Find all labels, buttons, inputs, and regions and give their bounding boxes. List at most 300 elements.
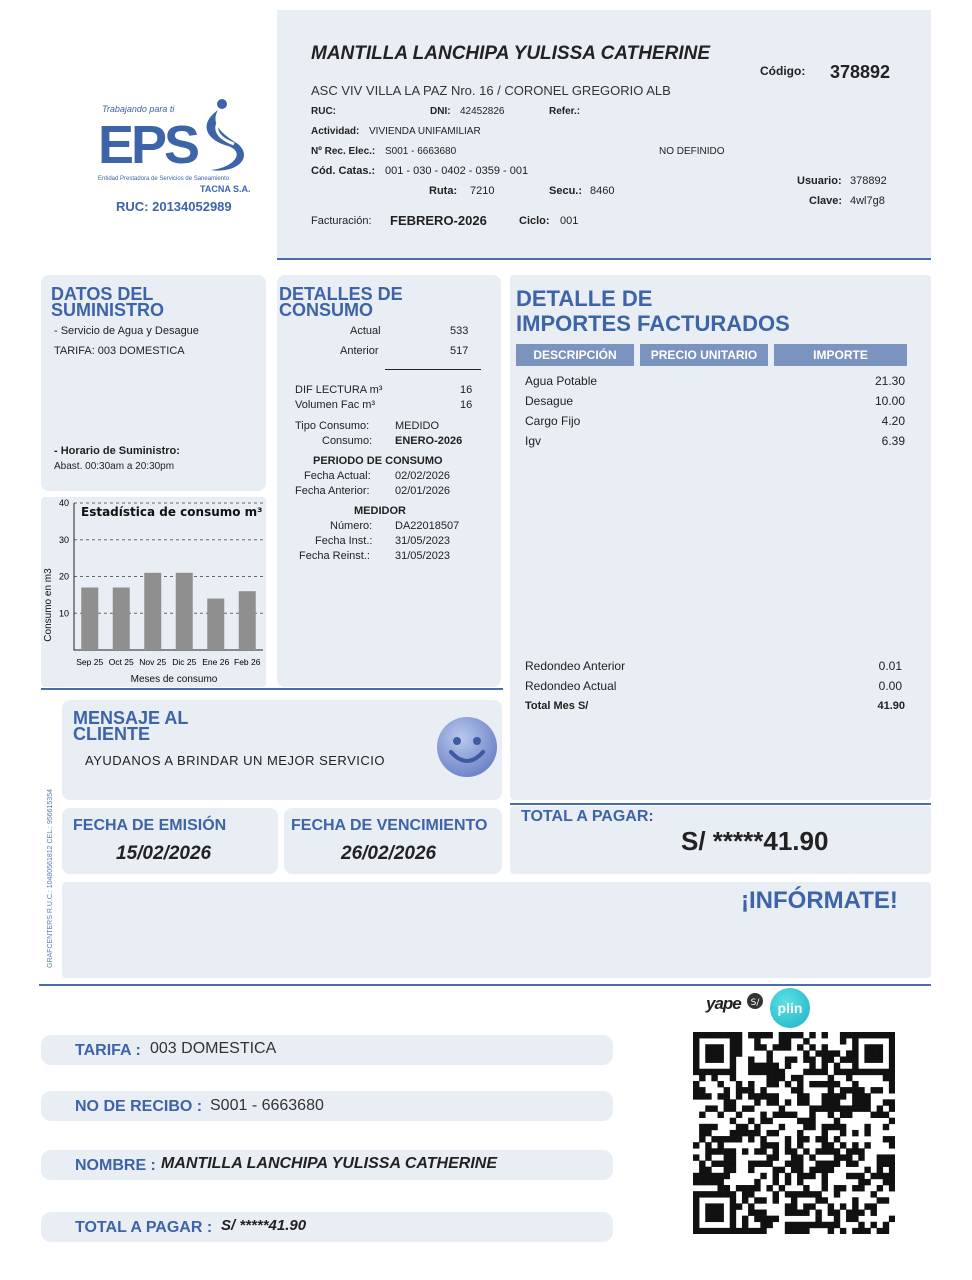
qr-module: [846, 1105, 852, 1111]
qr-module: [809, 1191, 815, 1197]
numero-label: Número:: [330, 520, 373, 532]
qr-module: [803, 1118, 809, 1124]
qr-module: [736, 1124, 742, 1130]
qr-module: [736, 1032, 742, 1038]
qr-module: [864, 1105, 870, 1111]
qr-module: [889, 1185, 895, 1191]
qr-module: [877, 1056, 883, 1062]
chart-bars: [81, 573, 256, 650]
qr-module: [822, 1142, 828, 1148]
qr-module: [852, 1203, 858, 1209]
qr-module: [828, 1056, 834, 1062]
qr-module: [828, 1124, 834, 1130]
qr-module: [852, 1050, 858, 1056]
inst-label: Fecha Inst.:: [315, 535, 373, 547]
reinst-label: Fecha Reinst.:: [299, 550, 370, 562]
qr-module: [840, 1130, 846, 1136]
chart-bar: [207, 599, 224, 650]
qr-module: [730, 1136, 736, 1142]
total-mes-value: 41.90: [877, 700, 905, 712]
qr-module: [693, 1032, 699, 1038]
chart-bar: [144, 573, 161, 650]
footer-recibo-value: S001 - 6663680: [210, 1097, 324, 1114]
yape-logo: yape S/: [706, 992, 762, 1018]
qr-module: [730, 1191, 736, 1197]
svg-text:S/: S/: [750, 998, 760, 1008]
qr-module: [858, 1210, 864, 1216]
qr-module: [730, 1075, 736, 1081]
qr-module: [834, 1105, 840, 1111]
footer-nombre-value: MANTILLA LANCHIPA YULISSA CATHERINE: [161, 1155, 497, 1172]
qr-module: [742, 1228, 748, 1234]
qr-module: [797, 1099, 803, 1105]
qr-module: [717, 1161, 723, 1167]
qr-module: [693, 1056, 699, 1062]
mensaje-title-1: MENSAJE AL: [73, 708, 189, 728]
ciclo-label: Ciclo:: [519, 215, 550, 227]
qr-module: [717, 1148, 723, 1154]
qr-module: [864, 1093, 870, 1099]
qr-module: [779, 1105, 785, 1111]
qr-module: [809, 1056, 815, 1062]
qr-module: [748, 1167, 754, 1173]
qr-module: [864, 1044, 870, 1050]
chart-x-tick-label: Nov 25: [139, 657, 167, 667]
qr-module: [809, 1173, 815, 1179]
qr-module: [748, 1032, 754, 1038]
usuario-value: 378892: [850, 175, 887, 187]
qr-module: [877, 1112, 883, 1118]
actividad-value: VIVIENDA UNIFAMILIAR: [369, 126, 481, 137]
qr-module: [693, 1044, 699, 1050]
qr-module: [779, 1044, 785, 1050]
qr-module: [803, 1099, 809, 1105]
qr-module: [889, 1154, 895, 1160]
item-importe: 6.39: [881, 434, 905, 448]
qr-module: [846, 1173, 852, 1179]
qr-module: [822, 1130, 828, 1136]
redondeo-anterior-label: Redondeo Anterior: [525, 659, 626, 673]
qr-module: [705, 1130, 711, 1136]
qr-module: [748, 1228, 754, 1234]
vol-value: 16: [460, 399, 473, 411]
qr-module: [834, 1148, 840, 1154]
qr-module: [717, 1210, 723, 1216]
item-desc: Agua Potable: [525, 374, 598, 388]
col-header-precio: PRECIO UNITARIO: [640, 344, 768, 366]
qr-module: [779, 1124, 785, 1130]
qr-module: [815, 1081, 821, 1087]
chart-x-tick-label: Sep 25: [76, 657, 104, 667]
informate-heading: ¡INFÓRMATE!: [741, 887, 898, 914]
qr-module: [693, 1093, 699, 1099]
no-definido: NO DEFINIDO: [659, 146, 725, 157]
qr-module: [766, 1130, 772, 1136]
qr-module: [717, 1179, 723, 1185]
qr-module: [742, 1222, 748, 1228]
horario-value: Abast. 00:30am a 20:30pm: [54, 461, 175, 472]
qr-module: [705, 1032, 711, 1038]
qr-module: [852, 1038, 858, 1044]
qr-module: [852, 1185, 858, 1191]
qr-module: [822, 1032, 828, 1038]
qr-module: [815, 1191, 821, 1197]
qr-module: [840, 1112, 846, 1118]
qr-module: [773, 1142, 779, 1148]
qr-module: [730, 1118, 736, 1124]
mensaje-title-2: CLIENTE: [73, 724, 151, 744]
qr-module: [754, 1185, 760, 1191]
qr-module: [705, 1216, 711, 1222]
qr-module: [834, 1191, 840, 1197]
qr-module: [736, 1093, 742, 1099]
qr-module: [864, 1167, 870, 1173]
qr-module: [699, 1087, 705, 1093]
qr-module: [791, 1112, 797, 1118]
qr-module: [754, 1216, 760, 1222]
qr-module: [852, 1161, 858, 1167]
qr-module: [705, 1056, 711, 1062]
actual-value: 533: [450, 325, 469, 337]
qr-module: [730, 1154, 736, 1160]
qr-module: [785, 1210, 791, 1216]
dif-label: DIF LECTURA m³: [295, 384, 383, 396]
qr-module: [717, 1142, 723, 1148]
catas-value: 001 - 030 - 0402 - 0359 - 001: [385, 165, 529, 177]
qr-module: [840, 1093, 846, 1099]
chart-y-tick-label: 20: [58, 571, 69, 582]
qr-module: [883, 1222, 889, 1228]
qr-module: [797, 1142, 803, 1148]
qr-module: [693, 1063, 699, 1069]
qr-module: [871, 1044, 877, 1050]
qr-module: [754, 1044, 760, 1050]
qr-module: [822, 1105, 828, 1111]
qr-module: [730, 1203, 736, 1209]
qr-module: [693, 1081, 699, 1087]
qr-module: [803, 1148, 809, 1154]
qr-module: [791, 1167, 797, 1173]
qr-module: [815, 1148, 821, 1154]
qr-module: [711, 1210, 717, 1216]
usuario-label: Usuario:: [797, 175, 842, 187]
qr-module: [864, 1050, 870, 1056]
qr-module: [699, 1093, 705, 1099]
qr-module: [883, 1112, 889, 1118]
qr-module: [822, 1063, 828, 1069]
qr-module: [766, 1056, 772, 1062]
qr-module: [773, 1130, 779, 1136]
qr-module: [846, 1032, 852, 1038]
qr-module: [797, 1087, 803, 1093]
qr-module: [889, 1216, 895, 1222]
qr-module: [797, 1118, 803, 1124]
anterior-label: Anterior: [340, 345, 379, 357]
qr-module: [773, 1167, 779, 1173]
qr-module: [852, 1081, 858, 1087]
actividad-label: Actividad:: [311, 126, 360, 137]
qr-module: [748, 1087, 754, 1093]
qr-module: [724, 1148, 730, 1154]
qr-module: [791, 1154, 797, 1160]
qr-module: [742, 1185, 748, 1191]
chart-x-tick-label: Ene 26: [202, 657, 230, 667]
qr-module: [730, 1105, 736, 1111]
qr-module: [809, 1044, 815, 1050]
qr-module: [846, 1216, 852, 1222]
qr-module: [730, 1032, 736, 1038]
qr-module: [883, 1136, 889, 1142]
qr-module: [834, 1185, 840, 1191]
consumo-label: Consumo:: [322, 435, 373, 447]
qr-module: [742, 1130, 748, 1136]
yape-badge-icon: [746, 992, 764, 1010]
qr-module: [828, 1161, 834, 1167]
qr-module: [766, 1216, 772, 1222]
vencimiento-label: FECHA DE VENCIMIENTO: [291, 817, 488, 834]
qr-module: [797, 1081, 803, 1087]
item-desc: Cargo Fijo: [525, 414, 581, 428]
total-mes-label: Total Mes S/: [525, 700, 589, 712]
qr-module: [699, 1179, 705, 1185]
qr-module: [699, 1075, 705, 1081]
qr-module: [717, 1056, 723, 1062]
qr-module: [711, 1216, 717, 1222]
qr-module: [889, 1038, 895, 1044]
qr-module: [883, 1032, 889, 1038]
qr-module: [724, 1185, 730, 1191]
qr-module: [699, 1112, 705, 1118]
qr-module: [724, 1161, 730, 1167]
qr-module: [766, 1154, 772, 1160]
servicio-text: - Servicio de Agua y Desague: [54, 325, 199, 337]
qr-module: [717, 1093, 723, 1099]
qr-module: [858, 1069, 864, 1075]
codigo-value: 378892: [830, 62, 891, 82]
qr-module: [785, 1179, 791, 1185]
qr-module: [699, 1032, 705, 1038]
qr-module: [766, 1050, 772, 1056]
qr-module: [871, 1069, 877, 1075]
qr-module: [889, 1099, 895, 1105]
qr-module: [803, 1056, 809, 1062]
clave-value: 4wl7g8: [850, 195, 885, 207]
qr-module: [717, 1069, 723, 1075]
qr-module: [834, 1210, 840, 1216]
qr-module: [785, 1173, 791, 1179]
tipo-label: Tipo Consumo:: [295, 420, 370, 432]
qr-module: [889, 1173, 895, 1179]
qr-module: [717, 1228, 723, 1234]
qr-module: [815, 1069, 821, 1075]
qr-module: [828, 1112, 834, 1118]
qr-module: [748, 1105, 754, 1111]
qr-module: [822, 1148, 828, 1154]
qr-module: [785, 1032, 791, 1038]
chart-x-tick-label: Dic 25: [172, 657, 197, 667]
qr-module: [773, 1191, 779, 1197]
qr-module: [742, 1087, 748, 1093]
item-importe: 21.30: [874, 374, 905, 388]
qr-module: [766, 1063, 772, 1069]
emision-date: 15/02/2026: [116, 843, 212, 864]
qr-module: [809, 1222, 815, 1228]
qr-module: [724, 1105, 730, 1111]
qr-module: [693, 1050, 699, 1056]
secu-value: 8460: [590, 185, 615, 197]
qr-module: [791, 1203, 797, 1209]
qr-module: [809, 1032, 815, 1038]
qr-module: [730, 1050, 736, 1056]
suministro-title-2: SUMINISTRO: [51, 300, 165, 320]
qr-module: [724, 1173, 730, 1179]
chart-x-tick-label: Feb 26: [234, 657, 261, 667]
qr-module: [852, 1142, 858, 1148]
qr-module: [871, 1112, 877, 1118]
qr-module: [699, 1136, 705, 1142]
qr-module: [864, 1228, 870, 1234]
chart-y-tick-label: 40: [58, 498, 69, 508]
qr-module: [828, 1093, 834, 1099]
qr-module: [736, 1050, 742, 1056]
qr-module: [754, 1197, 760, 1203]
qr-module: [736, 1185, 742, 1191]
qr-module: [809, 1105, 815, 1111]
qr-module: [785, 1112, 791, 1118]
qr-module: [766, 1069, 772, 1075]
qr-module: [828, 1167, 834, 1173]
qr-module: [705, 1154, 711, 1160]
qr-module: [797, 1154, 803, 1160]
importes-title-1: DETALLE DE: [516, 286, 653, 311]
qr-module: [730, 1167, 736, 1173]
qr-module: [785, 1044, 791, 1050]
qr-module: [797, 1032, 803, 1038]
qr-module: [754, 1179, 760, 1185]
qr-module: [766, 1099, 772, 1105]
qr-module: [705, 1093, 711, 1099]
qr-module: [785, 1038, 791, 1044]
logo-region: TACNA S.A.: [200, 184, 251, 194]
qr-module: [785, 1222, 791, 1228]
qr-module: [754, 1228, 760, 1234]
qr-module: [840, 1124, 846, 1130]
qr-module: [773, 1099, 779, 1105]
qr-module: [705, 1142, 711, 1148]
qr-module: [858, 1105, 864, 1111]
qr-module: [803, 1222, 809, 1228]
qr-module: [736, 1136, 742, 1142]
qr-module: [883, 1069, 889, 1075]
qr-module: [705, 1179, 711, 1185]
qr-module: [809, 1203, 815, 1209]
qr-module: [717, 1173, 723, 1179]
qr-module: [785, 1142, 791, 1148]
qr-module: [877, 1050, 883, 1056]
company-logo: [96, 96, 256, 216]
codigo-label: Código:: [760, 64, 806, 78]
qr-module: [785, 1191, 791, 1197]
qr-module: [889, 1118, 895, 1124]
consumo-value: ENERO-2026: [395, 435, 463, 447]
qr-module: [766, 1222, 772, 1228]
qr-module: [809, 1112, 815, 1118]
qr-module: [699, 1228, 705, 1234]
address: ASC VIV VILLA LA PAZ Nro. 16 / CORONEL GREGORIO ALB: [311, 83, 671, 98]
medidor-title: MEDIDOR: [354, 505, 406, 517]
anterior-value: 517: [450, 345, 469, 357]
qr-module: [871, 1050, 877, 1056]
qr-module: [693, 1142, 699, 1148]
qr-module: [711, 1136, 717, 1142]
qr-module: [871, 1087, 877, 1093]
consumo-title-2: CONSUMO: [279, 300, 373, 320]
qr-module: [889, 1142, 895, 1148]
item-importe: 10.00: [874, 394, 905, 408]
qr-module: [711, 1069, 717, 1075]
qr-module: [858, 1185, 864, 1191]
qr-module: [797, 1044, 803, 1050]
qr-module: [864, 1203, 870, 1209]
qr-module: [840, 1142, 846, 1148]
qr-module: [773, 1081, 779, 1087]
qr-module: [693, 1210, 699, 1216]
qr-module: [711, 1179, 717, 1185]
chart-bar: [239, 591, 256, 650]
item-desc: Igv: [525, 434, 542, 448]
qr-module: [797, 1130, 803, 1136]
qr-module: [711, 1161, 717, 1167]
qr-module: [871, 1191, 877, 1197]
suministro-title-1: DATOS DEL: [51, 284, 154, 304]
emision-label: FECHA DE EMISIÓN: [73, 817, 227, 834]
qr-module: [809, 1069, 815, 1075]
qr-module: [852, 1044, 858, 1050]
qr-module: [858, 1228, 864, 1234]
qr-module: [693, 1228, 699, 1234]
qr-module: [730, 1222, 736, 1228]
qr-module: [877, 1069, 883, 1075]
qr-module: [693, 1216, 699, 1222]
qr-module: [864, 1069, 870, 1075]
qr-module: [773, 1173, 779, 1179]
qr-module: [785, 1063, 791, 1069]
qr-module: [791, 1056, 797, 1062]
qr-module: [779, 1038, 785, 1044]
qr-module: [834, 1136, 840, 1142]
qr-module: [705, 1050, 711, 1056]
importes-title-2: IMPORTES FACTURADOS: [516, 311, 790, 336]
qr-module: [852, 1228, 858, 1234]
qr-module: [840, 1087, 846, 1093]
qr-module: [864, 1124, 870, 1130]
qr-module: [883, 1099, 889, 1105]
qr-module: [858, 1148, 864, 1154]
qr-module: [766, 1118, 772, 1124]
qr-module: [748, 1069, 754, 1075]
chart-y-tick-label: 30: [58, 534, 69, 545]
qr-module: [785, 1136, 791, 1142]
redondeo-actual-value: 0.00: [878, 679, 902, 693]
qr-module: [785, 1099, 791, 1105]
qr-module: [699, 1069, 705, 1075]
total-divider: [510, 803, 931, 805]
qr-module: [809, 1118, 815, 1124]
qr-module: [693, 1173, 699, 1179]
qr-module: [711, 1228, 717, 1234]
qr-module: [791, 1191, 797, 1197]
qr-module: [840, 1203, 846, 1209]
